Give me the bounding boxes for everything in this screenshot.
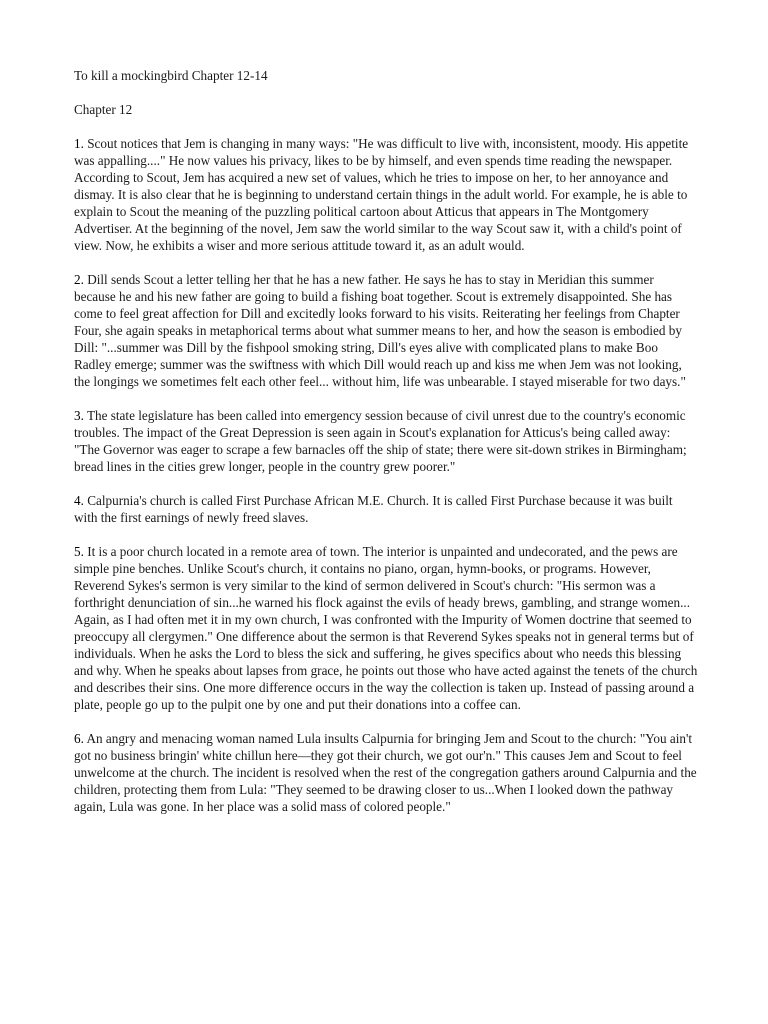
chapter-heading: Chapter 12 (74, 102, 133, 117)
paragraph-number: 1. (74, 136, 84, 151)
paragraph-text: Dill sends Scout a letter telling her that he has a new father. He says he has to stay in Meridian this summer because he and his new father are going to build a fishing boat together. Scout is extremely disappointed. She has come to feel great affection for Dill and excitedly looks forward to his visits. Reiterating her feelings from Chapter Four, she again speaks in metaphorical terms about what summer means to her, and how the season is embodied by Dill: "...summer was Dill by the fishpool smoking string, Dill's eyes alive with complicated plans to make Boo Radley emerge; summer was the swiftness with which Dill would reach up and kiss me when Jem was not looking, the longings we sometimes felt each other feel... without him, life was unbearable. I stayed miserable for two days." (74, 272, 686, 389)
paragraph-6 (74, 730, 698, 815)
paragraph-4 (74, 492, 698, 526)
document-body (74, 67, 698, 832)
paragraph-3 (74, 407, 698, 475)
paragraph-text: Scout notices that Jem is changing in many ways: "He was difficult to live with, inconsistent, moody. His appetite was appalling...." He now values his privacy, likes to be by himself, and even spends time reading the newspaper. According to Scout, Jem has acquired a new set of values, which he tries to impose on her, to her annoyance and dismay. It is also clear that he is beginning to understand certain things in the adult world. For example, he is able to explain to Scout the meaning of the puzzling political cartoon about Atticus that appears in The Montgomery Advertiser. At the beginning of the novel, Jem saw the world similar to the way Scout saw it, with a child's point of view. Now, he exhibits a wiser and more serious attitude toward it, as an adult would. (74, 136, 689, 253)
paragraph-text: The state legislature has been called into emergency session because of civil unrest due to the country's economic troubles. The impact of the Great Depression is seen again in Scout's explanation for Atticus's being called away: "The Governor was eager to scrape a few barnacles off the ship of state; there were sit-down strikes in Birmingham; bread lines in the cities grew longer, people in the country grew poorer." (74, 408, 687, 474)
paragraph-number: 4. (74, 493, 84, 508)
paragraph-5 (74, 543, 698, 713)
document-title: To kill a mockingbird Chapter 12-14 (74, 68, 268, 83)
paragraph-number: 6. (74, 731, 84, 746)
paragraph-number: 5. (74, 544, 84, 559)
paragraph-number: 3. (74, 408, 84, 423)
paragraph-text: An angry and menacing woman named Lula insults Calpurnia for bringing Jem and Scout to the church: "You ain't got no business bringin' white chillun here—they got their church, we got our'n." This causes Jem and Scout to feel unwelcome at the church. The incident is resolved when the rest of the congregation gathers around Calpurnia and the children, protecting them from Lula: "They seemed to be drawing closer to us...When I looked down the pathway again, Lula was gone. In her place was a solid mass of colored people." (74, 731, 697, 814)
paragraph-number: 2. (74, 272, 84, 287)
paragraph-2 (74, 271, 698, 390)
paragraph-text: It is a poor church located in a remote area of town. The interior is unpainted and undecorated, and the pews are simple pine benches. Unlike Scout's church, it contains no piano, organ, hymn-books, or programs. However, Reverend Sykes's sermon is very similar to the kind of sermon delivered in Scout's church: "His sermon was a forthright denunciation of sin...he warned his flock against the evils of heady brews, gambling, and strange women... Again, as I had often met it in my own church, I was confronted with the Impurity of Women doctrine that seemed to preoccupy all clergymen." One difference about the sermon is that Reverend Sykes speaks not in general terms but of individuals. When he asks the Lord to bless the sick and suffering, he gives specifics about who needs this blessing and why. When he speaks about lapses from grace, he points out those who have acted against the tenets of the church and describes their sins. One more difference occurs in the way the collection is taken up. Instead of passing around a plate, people go up to the pulpit one by one and put their donations into a coffee can. (74, 544, 698, 712)
paragraph-text: Calpurnia's church is called First Purchase African M.E. Church. It is called First Purchase because it was built with the first earnings of newly freed slaves. (74, 493, 673, 525)
paragraph-1 (74, 135, 698, 254)
